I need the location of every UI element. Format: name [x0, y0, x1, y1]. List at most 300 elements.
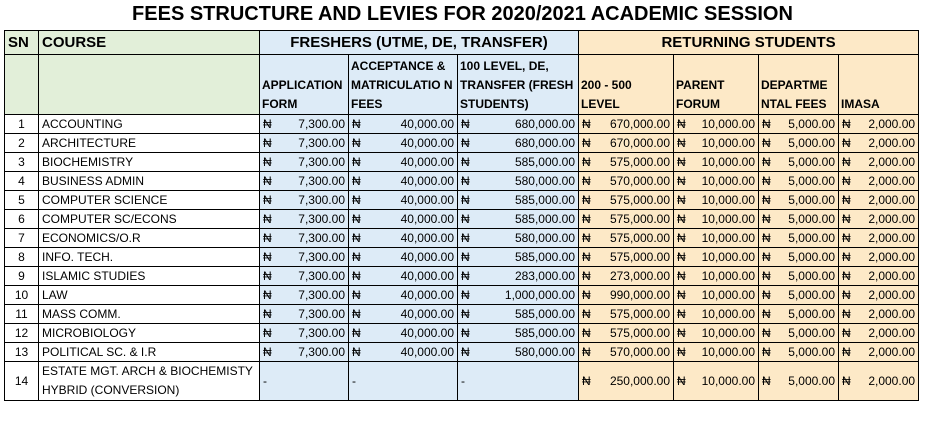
application-form-cell — [260, 153, 349, 172]
currency-symbol: ₦ — [461, 288, 470, 302]
amount-value: 7,300.00 — [298, 326, 345, 340]
sn-cell: 14 — [5, 362, 39, 401]
acceptance-cell — [349, 210, 458, 229]
amount-value: 575,000.00 — [609, 250, 670, 264]
currency-symbol: ₦ — [263, 155, 272, 169]
amount-value: 40,000.00 — [400, 307, 454, 321]
amount-value: 5,000.00 — [788, 212, 835, 226]
currency-symbol: ₦ — [582, 155, 591, 169]
currency-symbol: ₦ — [842, 155, 851, 169]
course-cell: ARCHITECTURE — [39, 134, 260, 153]
amount-value: 10,000.00 — [701, 231, 755, 245]
currency-symbol: ₦ — [762, 117, 771, 131]
currency-symbol: ₦ — [842, 193, 851, 207]
departmental-fee-cell — [759, 305, 839, 324]
parent-forum-cell — [674, 210, 759, 229]
course-cell: MICROBIOLOGY — [39, 324, 260, 343]
currency-symbol: ₦ — [263, 250, 272, 264]
currency-symbol: ₦ — [461, 193, 470, 207]
departmental-fee-cell — [759, 362, 839, 401]
fresher-fee-cell — [458, 286, 579, 305]
imasa-cell — [839, 153, 919, 172]
currency-symbol: ₦ — [352, 307, 361, 321]
amount-value: 2,000.00 — [868, 326, 916, 340]
amount-value: 250,000.00 — [609, 373, 670, 388]
currency-symbol: ₦ — [582, 307, 591, 321]
currency-symbol: ₦ — [582, 373, 591, 388]
header-course: COURSE — [39, 31, 260, 55]
currency-symbol: ₦ — [762, 193, 771, 207]
currency-symbol: ₦ — [461, 326, 470, 340]
application-form-cell — [260, 134, 349, 153]
currency-symbol: ₦ — [461, 307, 470, 321]
amount-value: 10,000.00 — [701, 373, 755, 388]
departmental-fee-cell — [759, 210, 839, 229]
amount-value: 7,300.00 — [298, 307, 345, 321]
currency-symbol: ₦ — [677, 345, 686, 359]
acceptance-cell — [349, 248, 458, 267]
sn-cell: 9 — [5, 267, 39, 286]
amount-value: 10,000.00 — [701, 307, 755, 321]
header-acceptance: ACCEPTANCE & MATRICULATIO N FEES — [349, 55, 458, 115]
departmental-fee-cell — [759, 134, 839, 153]
course-cell: MASS COMM. — [39, 305, 260, 324]
amount-value: 575,000.00 — [609, 231, 670, 245]
application-form-cell — [260, 229, 349, 248]
amount-value: 7,300.00 — [298, 193, 345, 207]
amount-value: 2,000.00 — [868, 345, 916, 359]
amount-value: 2,000.00 — [868, 288, 916, 302]
currency-symbol: ₦ — [677, 136, 686, 150]
amount-value: 680,000.00 — [514, 136, 575, 150]
amount-value: 2,000.00 — [868, 193, 916, 207]
header-imasa: IMASA — [839, 55, 919, 115]
currency-symbol: ₦ — [263, 307, 272, 321]
fresher-fee-cell: - — [458, 362, 579, 401]
amount-value: 680,000.00 — [514, 117, 575, 131]
amount-value: 5,000.00 — [788, 288, 835, 302]
course-cell: ISLAMIC STUDIES — [39, 267, 260, 286]
currency-symbol: ₦ — [842, 373, 851, 388]
imasa-cell — [839, 115, 919, 134]
sn-cell: 12 — [5, 324, 39, 343]
amount-value: 5,000.00 — [788, 269, 835, 283]
sn-cell: 13 — [5, 343, 39, 362]
returning-fee-cell — [579, 115, 674, 134]
amount-value: 2,000.00 — [868, 269, 916, 283]
table-row — [5, 115, 919, 134]
amount-value: 575,000.00 — [609, 307, 670, 321]
application-form-cell — [260, 248, 349, 267]
amount-value: 10,000.00 — [701, 288, 755, 302]
currency-symbol: ₦ — [762, 155, 771, 169]
currency-symbol: ₦ — [461, 345, 470, 359]
currency-symbol: ₦ — [762, 174, 771, 188]
imasa-cell — [839, 134, 919, 153]
returning-fee-cell — [579, 267, 674, 286]
page-title: FEES STRUCTURE AND LEVIES FOR 2020/2021 ACADEMIC SESSION — [132, 3, 793, 25]
table-row — [5, 343, 919, 362]
currency-symbol: ₦ — [762, 212, 771, 226]
parent-forum-cell — [674, 229, 759, 248]
table-row — [5, 134, 919, 153]
parent-forum-cell — [674, 267, 759, 286]
currency-symbol: ₦ — [762, 345, 771, 359]
amount-value: 2,000.00 — [868, 155, 916, 169]
fresher-fee-cell — [458, 172, 579, 191]
header-returning: RETURNING STUDENTS — [579, 31, 919, 55]
currency-symbol: ₦ — [582, 174, 591, 188]
amount-value: 10,000.00 — [701, 155, 755, 169]
course-cell: ESTATE MGT. ARCH & BIOCHEMISTY HYBRID (CONVERSION) — [39, 362, 260, 401]
currency-symbol: ₦ — [842, 117, 851, 131]
sn-cell: 3 — [5, 153, 39, 172]
amount-value: 575,000.00 — [609, 212, 670, 226]
currency-symbol: ₦ — [263, 231, 272, 245]
acceptance-cell — [349, 153, 458, 172]
amount-value: 2,000.00 — [868, 212, 916, 226]
amount-value: 10,000.00 — [701, 117, 755, 131]
returning-fee-cell — [579, 324, 674, 343]
currency-symbol: ₦ — [461, 231, 470, 245]
fresher-fee-cell — [458, 210, 579, 229]
course-cell: BUSINESS ADMIN — [39, 172, 260, 191]
parent-forum-cell — [674, 115, 759, 134]
currency-symbol: ₦ — [461, 117, 470, 131]
application-form-cell — [260, 286, 349, 305]
currency-symbol: ₦ — [582, 326, 591, 340]
currency-symbol: ₦ — [762, 373, 771, 388]
course-cell: INFO. TECH. — [39, 248, 260, 267]
returning-fee-cell — [579, 305, 674, 324]
imasa-cell — [839, 286, 919, 305]
returning-fee-cell — [579, 153, 674, 172]
currency-symbol: ₦ — [461, 155, 470, 169]
imasa-cell — [839, 324, 919, 343]
returning-fee-cell — [579, 362, 674, 401]
table-row — [5, 248, 919, 267]
header-parent-forum: PARENT FORUM — [674, 55, 759, 115]
currency-symbol: ₦ — [352, 288, 361, 302]
amount-value: 7,300.00 — [298, 269, 345, 283]
currency-symbol: ₦ — [842, 307, 851, 321]
departmental-fee-cell — [759, 324, 839, 343]
currency-symbol: ₦ — [352, 345, 361, 359]
fees-table — [4, 30, 919, 401]
currency-symbol: ₦ — [762, 307, 771, 321]
currency-symbol: ₦ — [461, 174, 470, 188]
amount-value: 7,300.00 — [298, 174, 345, 188]
header-200-500-level: 200 - 500 LEVEL — [579, 55, 674, 115]
amount-value: 2,000.00 — [868, 307, 916, 321]
acceptance-cell — [349, 305, 458, 324]
amount-value: 5,000.00 — [788, 174, 835, 188]
application-form-cell — [260, 324, 349, 343]
amount-value: 585,000.00 — [514, 212, 575, 226]
currency-symbol: ₦ — [352, 136, 361, 150]
currency-symbol: ₦ — [461, 136, 470, 150]
acceptance-cell — [349, 286, 458, 305]
fresher-fee-cell — [458, 191, 579, 210]
header-100-level: 100 LEVEL, DE, TRANSFER (FRESH STUDENTS) — [458, 55, 579, 115]
sn-cell: 7 — [5, 229, 39, 248]
departmental-fee-cell — [759, 115, 839, 134]
returning-fee-cell — [579, 172, 674, 191]
currency-symbol: ₦ — [263, 174, 272, 188]
amount-value: 2,000.00 — [868, 250, 916, 264]
amount-value: 585,000.00 — [514, 155, 575, 169]
currency-symbol: ₦ — [352, 326, 361, 340]
returning-fee-cell — [579, 134, 674, 153]
currency-symbol: ₦ — [842, 345, 851, 359]
table-row — [5, 286, 919, 305]
currency-symbol: ₦ — [352, 117, 361, 131]
currency-symbol: ₦ — [677, 212, 686, 226]
fresher-fee-cell — [458, 324, 579, 343]
application-form-cell — [260, 191, 349, 210]
acceptance-cell — [349, 191, 458, 210]
currency-symbol: ₦ — [263, 269, 272, 283]
imasa-cell — [839, 172, 919, 191]
fresher-fee-cell — [458, 153, 579, 172]
amount-value: 5,000.00 — [788, 307, 835, 321]
currency-symbol: ₦ — [842, 231, 851, 245]
sn-cell: 11 — [5, 305, 39, 324]
fresher-fee-cell — [458, 305, 579, 324]
header-sn: SN — [5, 31, 39, 55]
amount-value: 2,000.00 — [868, 117, 916, 131]
amount-value: 575,000.00 — [609, 155, 670, 169]
imasa-cell — [839, 248, 919, 267]
header-application-form: APPLICATION FORM — [260, 55, 349, 115]
amount-value: 7,300.00 — [298, 155, 345, 169]
application-form-cell — [260, 343, 349, 362]
acceptance-cell — [349, 324, 458, 343]
parent-forum-cell — [674, 248, 759, 267]
amount-value: 40,000.00 — [400, 345, 454, 359]
table-row — [5, 153, 919, 172]
course-cell: ACCOUNTING — [39, 115, 260, 134]
amount-value: 10,000.00 — [701, 136, 755, 150]
application-form-cell: - — [260, 362, 349, 401]
currency-symbol: ₦ — [842, 136, 851, 150]
currency-symbol: ₦ — [677, 155, 686, 169]
currency-symbol: ₦ — [461, 212, 470, 226]
table-row — [5, 324, 919, 343]
currency-symbol: ₦ — [582, 288, 591, 302]
amount-value: 10,000.00 — [701, 326, 755, 340]
amount-value: 273,000.00 — [609, 269, 670, 283]
amount-value: 10,000.00 — [701, 193, 755, 207]
departmental-fee-cell — [759, 172, 839, 191]
currency-symbol: ₦ — [582, 345, 591, 359]
returning-fee-cell — [579, 286, 674, 305]
returning-fee-cell — [579, 210, 674, 229]
header-course-blank — [39, 55, 260, 115]
currency-symbol: ₦ — [842, 326, 851, 340]
header-freshers: FRESHERS (UTME, DE, TRANSFER) — [260, 31, 579, 55]
amount-value: 40,000.00 — [400, 155, 454, 169]
course-cell: LAW — [39, 286, 260, 305]
fresher-fee-cell — [458, 267, 579, 286]
amount-value: 283,000.00 — [514, 269, 575, 283]
application-form-cell — [260, 210, 349, 229]
currency-symbol: ₦ — [263, 117, 272, 131]
table-row — [5, 210, 919, 229]
currency-symbol: ₦ — [352, 250, 361, 264]
course-cell: BIOCHEMISTRY — [39, 153, 260, 172]
acceptance-cell — [349, 134, 458, 153]
amount-value: 585,000.00 — [514, 326, 575, 340]
currency-symbol: ₦ — [677, 307, 686, 321]
amount-value: 40,000.00 — [400, 212, 454, 226]
sn-cell: 2 — [5, 134, 39, 153]
amount-value: 570,000.00 — [609, 174, 670, 188]
application-form-cell — [260, 267, 349, 286]
currency-symbol: ₦ — [263, 136, 272, 150]
amount-value: 7,300.00 — [298, 212, 345, 226]
amount-value: 10,000.00 — [701, 269, 755, 283]
header-departmental: DEPARTME NTAL FEES — [759, 55, 839, 115]
amount-value: 5,000.00 — [788, 231, 835, 245]
amount-value: 1,000,000.00 — [504, 288, 575, 302]
acceptance-cell: - — [349, 362, 458, 401]
amount-value: 5,000.00 — [788, 193, 835, 207]
amount-value: 40,000.00 — [400, 193, 454, 207]
amount-value: 670,000.00 — [609, 117, 670, 131]
amount-value: 40,000.00 — [400, 136, 454, 150]
amount-value: 2,000.00 — [868, 231, 916, 245]
amount-value: 585,000.00 — [514, 307, 575, 321]
currency-symbol: ₦ — [582, 193, 591, 207]
parent-forum-cell — [674, 286, 759, 305]
amount-value: 570,000.00 — [609, 345, 670, 359]
amount-value: 7,300.00 — [298, 345, 345, 359]
parent-forum-cell — [674, 191, 759, 210]
amount-value: 7,300.00 — [298, 288, 345, 302]
course-cell: COMPUTER SCIENCE — [39, 191, 260, 210]
application-form-cell — [260, 305, 349, 324]
currency-symbol: ₦ — [842, 288, 851, 302]
table-row — [5, 229, 919, 248]
currency-symbol: ₦ — [762, 231, 771, 245]
parent-forum-cell — [674, 324, 759, 343]
amount-value: 575,000.00 — [609, 326, 670, 340]
application-form-cell — [260, 115, 349, 134]
currency-symbol: ₦ — [582, 212, 591, 226]
amount-value: 2,000.00 — [868, 373, 916, 388]
amount-value: 575,000.00 — [609, 193, 670, 207]
amount-value: 580,000.00 — [514, 345, 575, 359]
currency-symbol: ₦ — [582, 231, 591, 245]
sn-cell: 10 — [5, 286, 39, 305]
amount-value: 5,000.00 — [788, 250, 835, 264]
amount-value: 7,300.00 — [298, 250, 345, 264]
amount-value: 7,300.00 — [298, 136, 345, 150]
currency-symbol: ₦ — [352, 174, 361, 188]
currency-symbol: ₦ — [762, 136, 771, 150]
currency-symbol: ₦ — [842, 250, 851, 264]
currency-symbol: ₦ — [677, 269, 686, 283]
returning-fee-cell — [579, 191, 674, 210]
parent-forum-cell — [674, 362, 759, 401]
currency-symbol: ₦ — [263, 193, 272, 207]
currency-symbol: ₦ — [842, 212, 851, 226]
currency-symbol: ₦ — [582, 250, 591, 264]
currency-symbol: ₦ — [677, 231, 686, 245]
amount-value: 40,000.00 — [400, 117, 454, 131]
currency-symbol: ₦ — [677, 373, 686, 388]
currency-symbol: ₦ — [263, 212, 272, 226]
table-row — [5, 172, 919, 191]
amount-value: 40,000.00 — [400, 326, 454, 340]
currency-symbol: ₦ — [762, 326, 771, 340]
amount-value: 10,000.00 — [701, 174, 755, 188]
amount-value: 585,000.00 — [514, 193, 575, 207]
imasa-cell — [839, 267, 919, 286]
amount-value: 5,000.00 — [788, 155, 835, 169]
amount-value: 585,000.00 — [514, 250, 575, 264]
sn-cell: 8 — [5, 248, 39, 267]
departmental-fee-cell — [759, 191, 839, 210]
amount-value: 40,000.00 — [400, 174, 454, 188]
application-form-cell — [260, 172, 349, 191]
fresher-fee-cell — [458, 115, 579, 134]
amount-value: 2,000.00 — [868, 136, 916, 150]
amount-value: 580,000.00 — [514, 174, 575, 188]
amount-value: 10,000.00 — [701, 212, 755, 226]
currency-symbol: ₦ — [842, 269, 851, 283]
sn-cell: 1 — [5, 115, 39, 134]
currency-symbol: ₦ — [842, 174, 851, 188]
amount-value: 10,000.00 — [701, 250, 755, 264]
currency-symbol: ₦ — [762, 269, 771, 283]
course-cell: ECONOMICS/O.R — [39, 229, 260, 248]
imasa-cell — [839, 229, 919, 248]
amount-value: 7,300.00 — [298, 231, 345, 245]
acceptance-cell — [349, 229, 458, 248]
table-row — [5, 191, 919, 210]
imasa-cell — [839, 362, 919, 401]
parent-forum-cell — [674, 343, 759, 362]
parent-forum-cell — [674, 134, 759, 153]
amount-value: 10,000.00 — [701, 345, 755, 359]
acceptance-cell — [349, 267, 458, 286]
currency-symbol: ₦ — [582, 269, 591, 283]
table-row — [5, 305, 919, 324]
parent-forum-cell — [674, 153, 759, 172]
currency-symbol: ₦ — [677, 326, 686, 340]
imasa-cell — [839, 210, 919, 229]
amount-value: 40,000.00 — [400, 269, 454, 283]
departmental-fee-cell — [759, 286, 839, 305]
course-cell: COMPUTER SC/ECONS — [39, 210, 260, 229]
returning-fee-cell — [579, 343, 674, 362]
fresher-fee-cell — [458, 229, 579, 248]
amount-value: 40,000.00 — [400, 288, 454, 302]
currency-symbol: ₦ — [677, 174, 686, 188]
fresher-fee-cell — [458, 248, 579, 267]
currency-symbol: ₦ — [677, 193, 686, 207]
currency-symbol: ₦ — [263, 326, 272, 340]
sn-cell: 6 — [5, 210, 39, 229]
fresher-fee-cell — [458, 134, 579, 153]
amount-value: 40,000.00 — [400, 231, 454, 245]
currency-symbol: ₦ — [352, 193, 361, 207]
currency-symbol: ₦ — [582, 117, 591, 131]
currency-symbol: ₦ — [352, 155, 361, 169]
currency-symbol: ₦ — [762, 250, 771, 264]
